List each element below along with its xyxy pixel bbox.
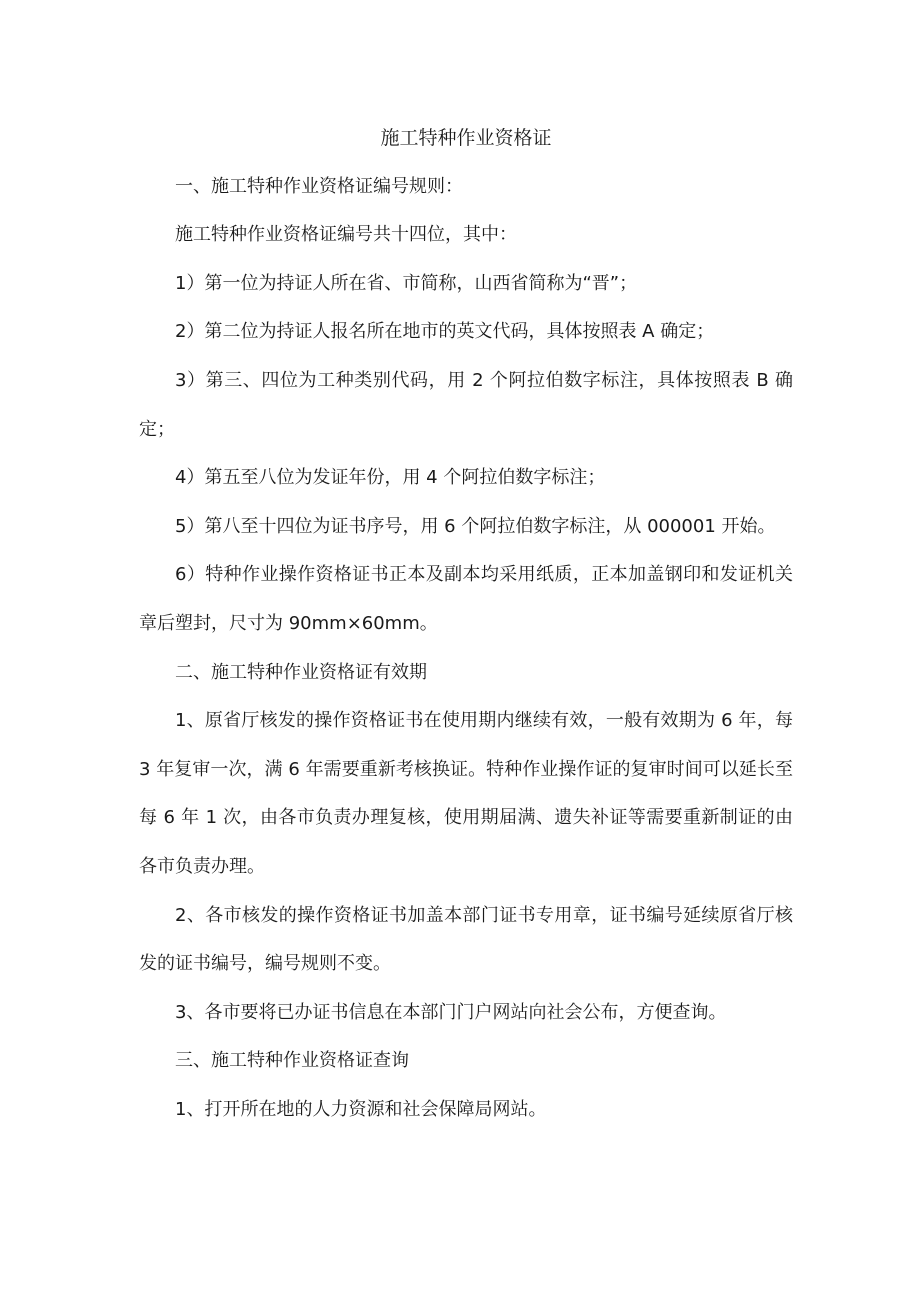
paragraph-intro: 施工特种作业资格证编号共十四位，其中： bbox=[175, 224, 517, 246]
paragraph-validity-2: 2、各市核发的操作资格证书加盖本部门证书专用章，证书编号延续原省厅核发的证书编号，编号规则不变。 bbox=[139, 904, 793, 975]
paragraph-validity-3: 3、各市要将已办证书信息在本部门门户网站向社会公布，方便查询。 bbox=[175, 1001, 727, 1023]
section-heading-validity: 二、施工特种作业资格证有效期 bbox=[175, 661, 427, 683]
paragraph-rule-4: 4）第五至八位为发证年份，用 4 个阿拉伯数字标注； bbox=[175, 467, 606, 489]
document-body bbox=[139, 114, 793, 1134]
paragraph-rule-6: 6）特种作业操作资格证书正本及副本均采用纸质，正本加盖钢印和发证机关章后塑封，尺寸为 90mm×60mm。 bbox=[139, 564, 793, 634]
paragraph-rule-3: 3）第三、四位为工种类别代码，用 2 个阿拉伯数字标注，具体按照表 B 确定； bbox=[139, 369, 793, 440]
paragraph-rule-1: 1）第一位为持证人所在省、市简称，山西省简称为“晋”； bbox=[175, 272, 638, 294]
section-heading-query: 三、施工特种作业资格证查询 bbox=[175, 1050, 409, 1072]
paragraph-query-1: 1、打开所在地的人力资源和社会保障局网站。 bbox=[175, 1098, 547, 1120]
page-title: 施工特种作业资格证 bbox=[380, 127, 552, 149]
section-heading-numbering-rules: 一、施工特种作业资格证编号规则： bbox=[175, 175, 463, 197]
paragraph-rule-5: 5）第八至十四位为证书序号，用 6 个阿拉伯数字标注，从 000001 开始。 bbox=[175, 515, 776, 537]
paragraph-rule-2: 2）第二位为持证人报名所在地市的英文代码，具体按照表 A 确定； bbox=[175, 321, 715, 343]
paragraph-validity-1: 1、原省厅核发的操作资格证书在使用期内继续有效，一般有效期为 6 年，每 3 年复审一次，满 6 年需要重新考核换证。特种作业操作证的复审时间可以延长至每 6 年 1 次，由各市负责办理复核，使用期届满、遗失补证等需要重新制证的由各市负责办理。 bbox=[139, 710, 793, 877]
